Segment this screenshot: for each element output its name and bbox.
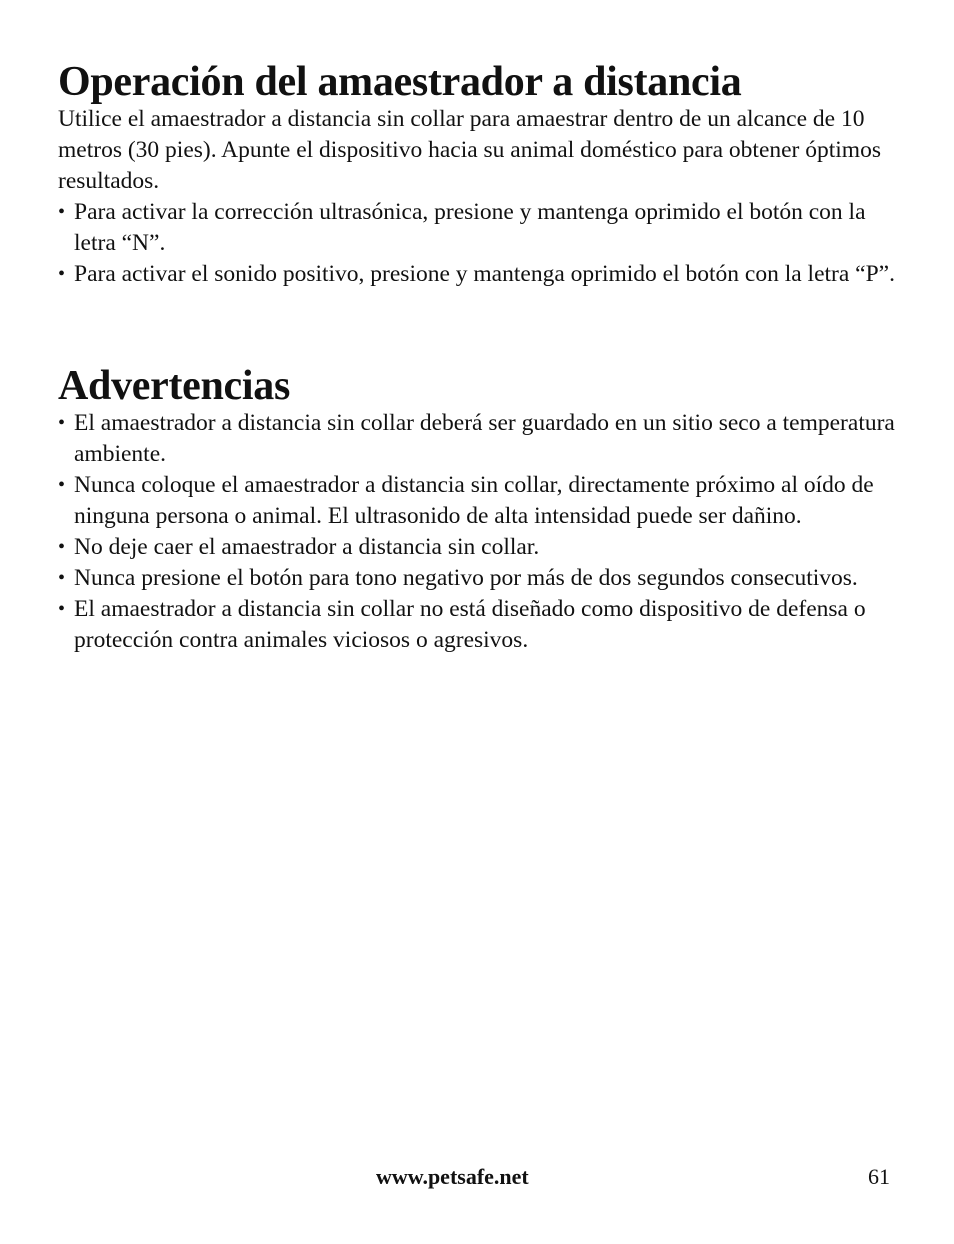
footer-website-url: www.petsafe.net [376, 1164, 529, 1189]
bullet-text: Para activar la corrección ultrasónica, presione y mantenga oprimido el botón con la letra “N”. [74, 199, 866, 256]
operation-intro-paragraph: Utilice el amaestrador a distancia sin collar para amaestrar dentro de un alcance de 10 metros (30 pies). Apunte el dispositivo hacia su animal doméstico para obtener óptimos resultados. [58, 106, 881, 194]
bullet-text: No deje caer el amaestrador a distancia sin collar. [74, 534, 540, 560]
operation-bullet-item [58, 197, 898, 259]
warnings-bullet-list [58, 408, 898, 656]
warning-bullet-item [58, 470, 898, 532]
warning-bullet-item [58, 408, 898, 470]
bullet-icon: • [58, 567, 66, 589]
bullet-icon: • [58, 263, 66, 285]
bullet-text: Para activar el sonido positivo, presione y mantenga oprimido el botón con la letra “P”. [74, 261, 895, 287]
bullet-text: Nunca presione el botón para tono negativo por más de dos segundos consecutivos. [74, 565, 858, 591]
operation-bullet-list [58, 197, 898, 290]
bullet-text: El amaestrador a distancia sin collar deberá ser guardado en un sitio seco a temperatura ambiente. [74, 410, 895, 467]
warning-bullet-item [58, 532, 898, 563]
operation-heading: Operación del amaestrador a distancia [58, 59, 742, 105]
bullet-icon: • [58, 201, 66, 223]
bullet-text: El amaestrador a distancia sin collar no está diseñado como dispositivo de defensa o protección contra animales viciosos o agresivos. [74, 596, 866, 653]
bullet-icon: • [58, 412, 66, 434]
warning-bullet-item [58, 563, 898, 594]
footer-page-number: 61 [868, 1164, 890, 1189]
bullet-icon: • [58, 536, 66, 558]
warnings-heading: Advertencias [58, 363, 291, 409]
bullet-icon: • [58, 474, 66, 496]
bullet-icon: • [58, 598, 66, 620]
operation-bullet-item [58, 259, 898, 290]
bullet-text: Nunca coloque el amaestrador a distancia sin collar, directamente próximo al oído de ninguna persona o animal. El ultrasonido de alta intensidad puede ser dañino. [74, 472, 874, 529]
warning-bullet-item [58, 594, 898, 656]
